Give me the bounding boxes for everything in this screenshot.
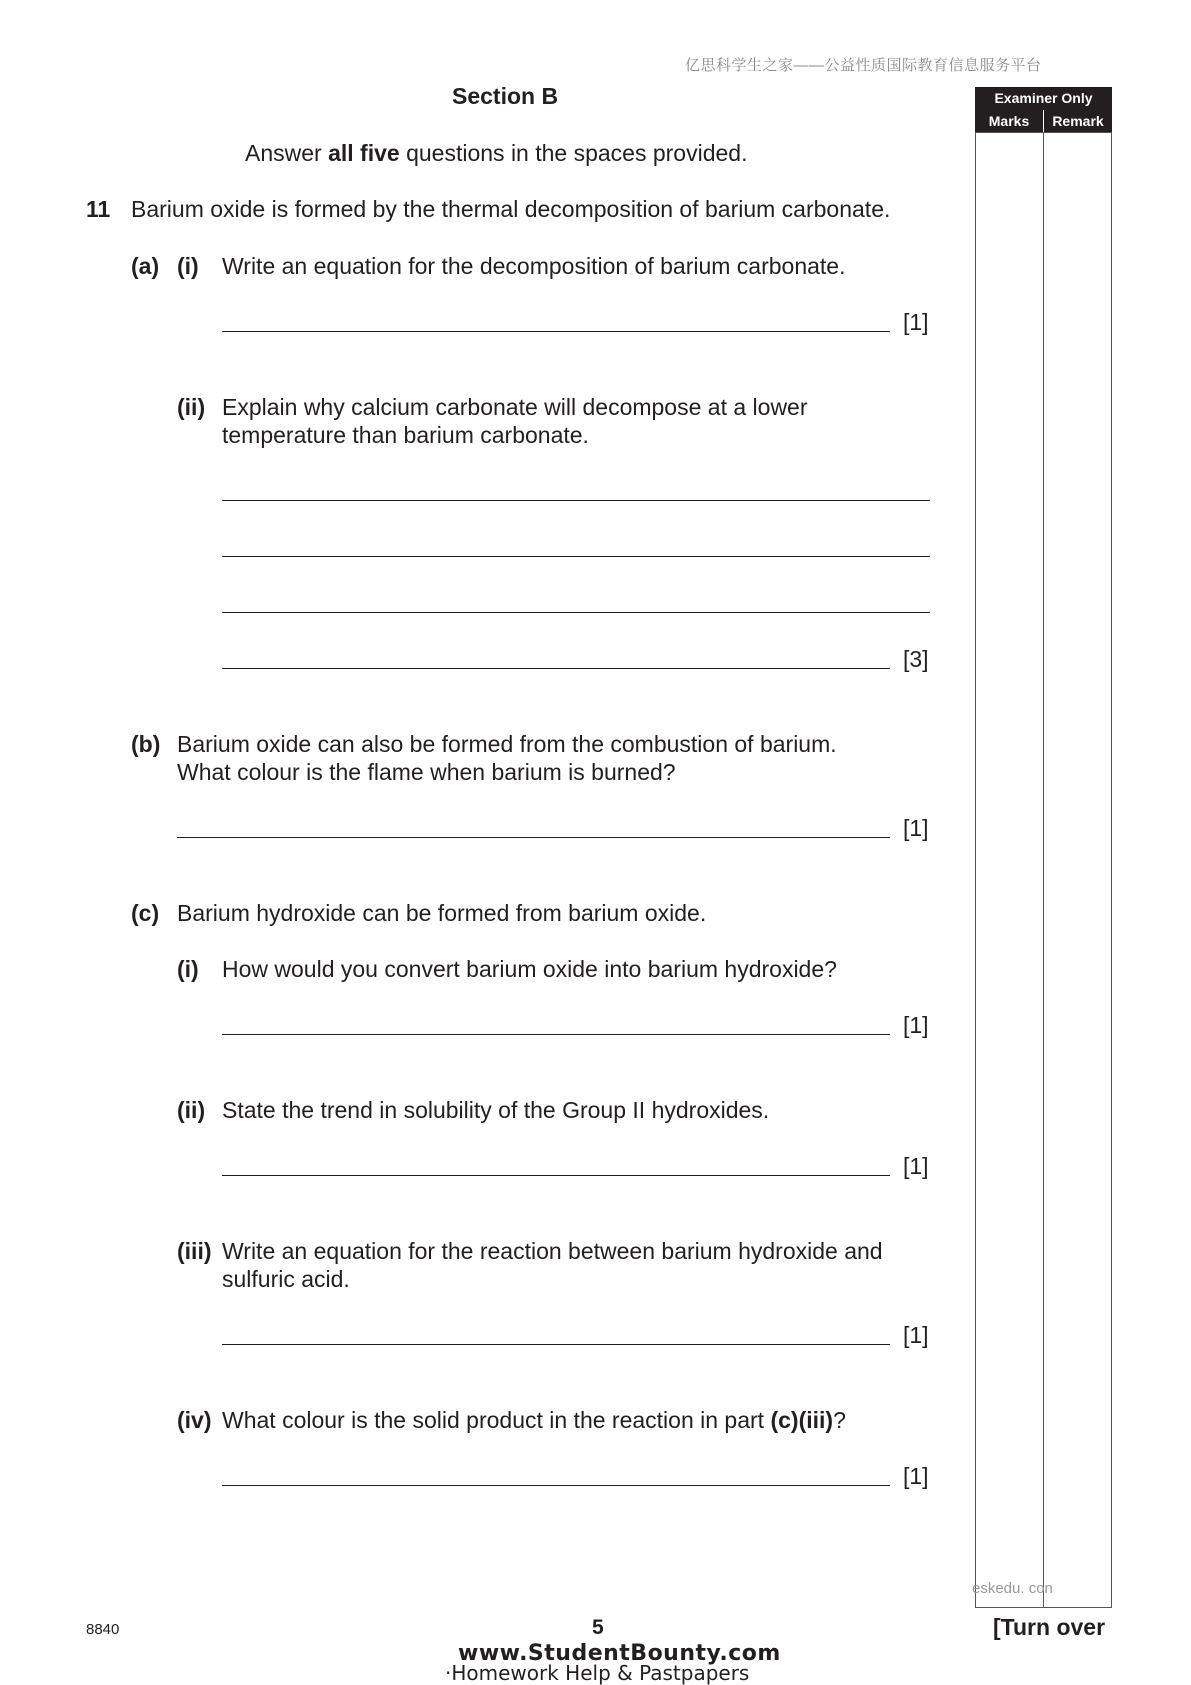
part-b-line2: What colour is the flame when barium is burned? (177, 759, 676, 785)
instructions-post: questions in the spaces provided. (399, 140, 748, 166)
part-c-iii-line2: sulfuric acid. (222, 1266, 350, 1292)
marks-column (975, 132, 1044, 1608)
section-title: Section B (452, 83, 559, 109)
page-number: 5 (592, 1616, 604, 1639)
answer-line[interactable] (222, 1485, 890, 1486)
part-b-line1: Barium oxide can also be formed from the combustion of barium. (177, 731, 837, 757)
part-c-iv-pre: What colour is the solid product in the reaction in part (222, 1407, 771, 1433)
part-c-iv-label: (iv) (177, 1407, 212, 1433)
part-c-iii-label: (iii) (177, 1238, 212, 1264)
examiner-only-header: Examiner Only (975, 87, 1112, 109)
instructions (245, 139, 747, 167)
mark-b: [1] (903, 815, 929, 841)
answer-line[interactable] (222, 331, 890, 332)
mark-c-i: [1] (903, 1012, 929, 1038)
answer-line[interactable] (177, 837, 890, 838)
part-c-iv-post: ? (833, 1407, 846, 1433)
remark-column (1043, 132, 1112, 1608)
top-watermark: 亿思科学生之家——公益性质国际教育信息服务平台 (685, 57, 1042, 74)
turn-over: [Turn over (993, 1614, 1106, 1640)
part-a-label: (a) (131, 253, 160, 279)
part-c-ii-label: (ii) (177, 1097, 206, 1123)
part-a-ii-line1: Explain why calcium carbonate will decompose at a lower (222, 394, 808, 420)
answer-line[interactable] (222, 1034, 890, 1035)
side-watermark: eskedu. con (972, 1580, 1053, 1597)
part-c-label: (c) (131, 900, 160, 926)
answer-line[interactable] (222, 556, 930, 557)
part-a-ii-line2: temperature than barium carbonate. (222, 422, 589, 448)
answer-line[interactable] (222, 1344, 890, 1345)
instructions-pre: Answer (245, 140, 329, 166)
mark-c-iii: [1] (903, 1322, 929, 1348)
part-c-i-label: (i) (177, 956, 199, 982)
mark-c-ii: [1] (903, 1153, 929, 1179)
mark-c-iv: [1] (903, 1463, 929, 1489)
answer-line[interactable] (222, 668, 890, 669)
part-a-i-text: Write an equation for the decomposition of barium carbonate. (222, 253, 846, 279)
answer-line[interactable] (222, 1175, 890, 1176)
part-a-i-label: (i) (177, 253, 199, 279)
marks-column-header: Marks (988, 113, 1030, 129)
question-number: 11 (86, 196, 111, 222)
site-logo-line1: www.StudentBounty.com (458, 1641, 781, 1666)
mark-a-i: [1] (903, 309, 929, 335)
part-c-iii-line1: Write an equation for the reaction between barium hydroxide and (222, 1238, 883, 1264)
answer-line[interactable] (222, 612, 930, 613)
site-logo-line2: ·Homework Help & Pastpapers (445, 1661, 750, 1685)
part-c-i-text: How would you convert barium oxide into barium hydroxide? (222, 956, 837, 982)
remark-column-header: Remark (1052, 113, 1104, 129)
part-c-ii-text: State the trend in solubility of the Group II hydroxides. (222, 1097, 770, 1123)
mark-a-ii: [3] (903, 646, 929, 672)
part-a-ii-label: (ii) (177, 394, 206, 420)
answer-line[interactable] (222, 500, 930, 501)
instructions-bold: all five (328, 140, 400, 166)
part-c-iv-text (222, 1406, 846, 1434)
part-c-iv-ref: (c)(iii) (770, 1407, 834, 1433)
part-c-text: Barium hydroxide can be formed from barium oxide. (177, 900, 707, 926)
paper-code: 8840 (86, 1621, 120, 1638)
part-b-label: (b) (131, 731, 161, 757)
question-stem: Barium oxide is formed by the thermal decomposition of barium carbonate. (131, 196, 891, 222)
